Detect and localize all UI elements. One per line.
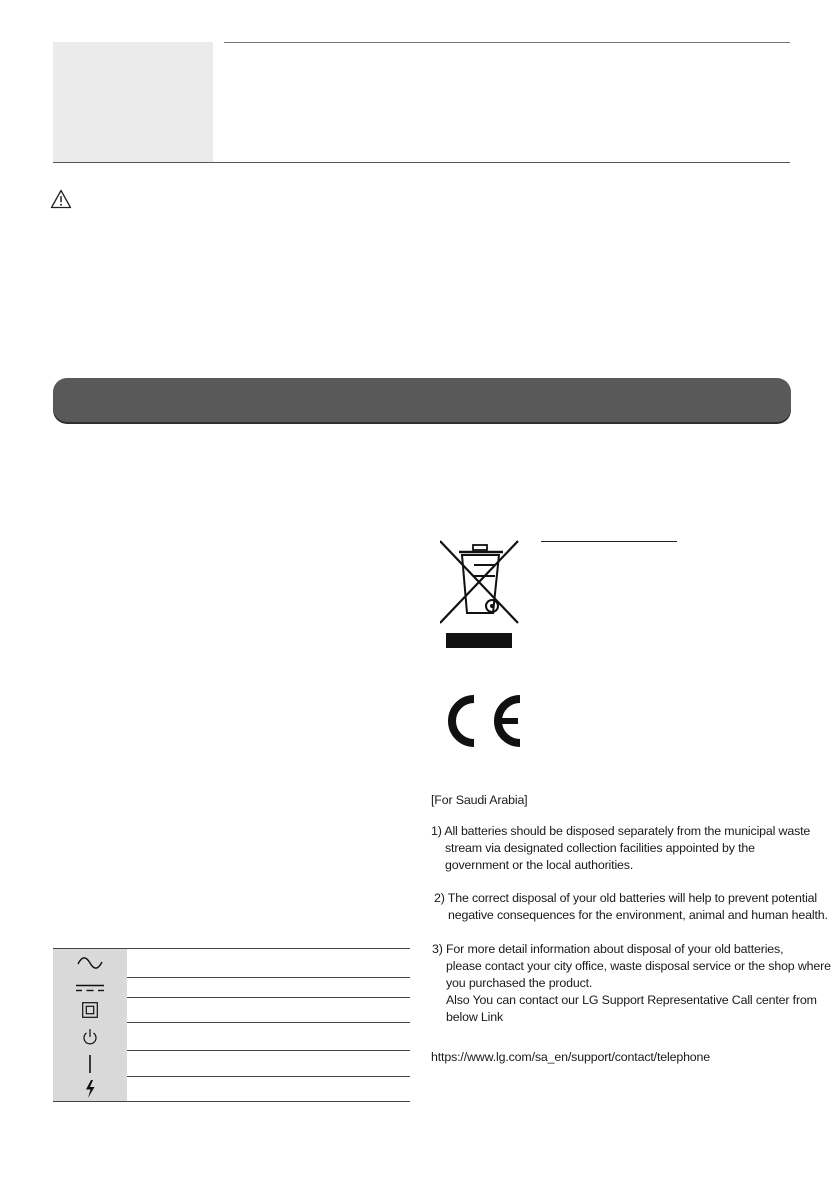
saudi-arabia-heading: [For Saudi Arabia] xyxy=(431,793,528,807)
table-rule xyxy=(127,1022,410,1023)
hazardous-voltage-bolt-icon xyxy=(53,1077,127,1101)
ce-mark-icon xyxy=(442,691,526,751)
section-banner xyxy=(53,378,791,422)
table-rule xyxy=(127,1050,410,1051)
symbol-table xyxy=(53,948,410,1102)
support-link[interactable]: https://www.lg.com/sa_en/support/contact/telephone xyxy=(431,1050,711,1064)
disposal-item-3-line: Also You can contact our LG Support Representative Call center from xyxy=(446,993,817,1007)
weee-heading-rule xyxy=(541,541,677,542)
disposal-item-3 xyxy=(432,941,831,1026)
class-ii-double-square-icon xyxy=(53,998,127,1022)
disposal-item-3-line: below Link xyxy=(446,1010,504,1024)
table-rule xyxy=(127,997,410,998)
top-box-label-cell xyxy=(53,42,213,162)
disposal-item-2-line: negative consequences for the environment, animal and human health. xyxy=(448,908,828,922)
disposal-item-3-line: you purchased the product. xyxy=(446,976,593,990)
disposal-item-1-line: 1) All batteries should be disposed separately from the municipal waste xyxy=(431,824,811,838)
disposal-item-3-line: please contact your city office, waste disposal service or the shop where xyxy=(446,959,831,973)
table-rule xyxy=(127,1076,410,1077)
on-line-icon xyxy=(53,1051,127,1076)
dc-current-icon xyxy=(53,978,127,997)
disposal-item-2-line: 2) The correct disposal of your old batteries will help to prevent potential xyxy=(434,891,818,905)
caution-triangle-icon xyxy=(50,189,72,209)
table-rule xyxy=(53,1101,410,1102)
disposal-item-3-line: 3) For more detail information about disposal of your old batteries, xyxy=(432,942,784,956)
standby-power-icon xyxy=(53,1023,127,1050)
top-box-rule xyxy=(224,42,790,43)
disposal-item-1-line: government or the local authorities. xyxy=(445,858,634,872)
ac-sine-icon xyxy=(53,949,127,977)
disposal-item-1 xyxy=(431,823,810,874)
top-box-bottom-rule xyxy=(53,162,790,163)
disposal-item-1-line: stream via designated collection facilities appointed by the xyxy=(445,841,755,855)
crossed-out-wheelie-bin-icon xyxy=(440,538,520,650)
disposal-item-2 xyxy=(434,890,828,924)
table-rule xyxy=(127,977,410,978)
